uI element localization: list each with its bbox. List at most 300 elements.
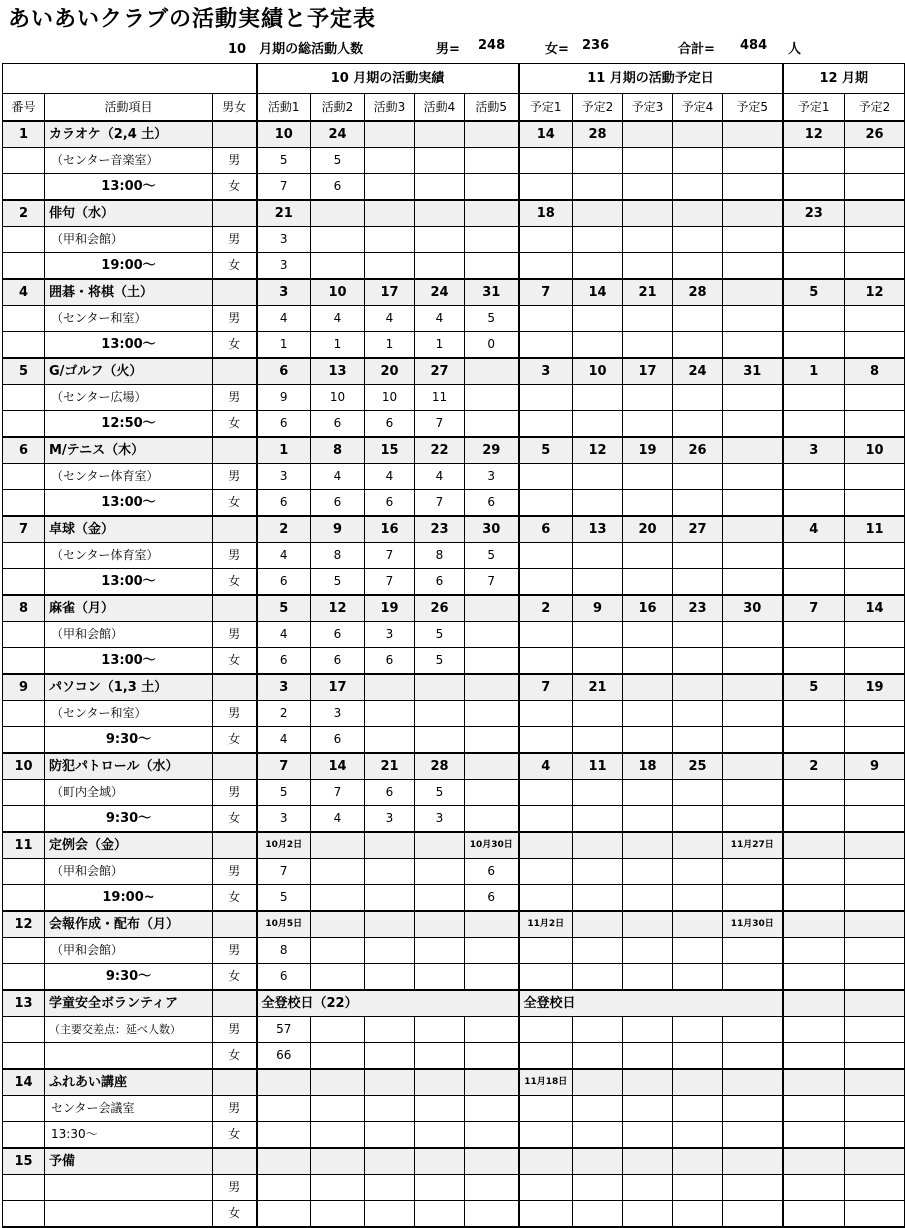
female-count-4 bbox=[415, 964, 465, 991]
female-count-1: 5 bbox=[257, 885, 311, 912]
nov-blank bbox=[519, 806, 573, 833]
oct-date-4 bbox=[415, 200, 465, 227]
male-count-1: 3 bbox=[257, 464, 311, 490]
male-count-2: 6 bbox=[311, 622, 365, 648]
dec-blank bbox=[845, 569, 905, 596]
nov-blank bbox=[573, 1096, 623, 1122]
nov-blank bbox=[623, 464, 673, 490]
row-number-blank bbox=[3, 174, 45, 201]
dec-blank bbox=[845, 806, 905, 833]
sex-female: 女 bbox=[213, 411, 257, 438]
nov-date-4 bbox=[673, 911, 723, 938]
male-count-4: 5 bbox=[415, 622, 465, 648]
male-count-5 bbox=[465, 227, 519, 253]
nov-blank bbox=[573, 227, 623, 253]
female-row bbox=[3, 411, 905, 438]
header-oct-group: 10 月期の活動実績 bbox=[257, 64, 519, 94]
activity-name: 予備 bbox=[45, 1148, 213, 1175]
col-header-dec-1: 予定1 bbox=[783, 94, 845, 122]
activity-time: 13:00～ bbox=[45, 490, 213, 517]
nov-blank bbox=[519, 253, 573, 280]
nov-blank bbox=[673, 1201, 723, 1228]
male-row bbox=[3, 1175, 905, 1201]
nov-blank bbox=[723, 964, 783, 991]
sex-female: 女 bbox=[213, 806, 257, 833]
nov-blank bbox=[623, 780, 673, 806]
row-number-blank bbox=[3, 464, 45, 490]
oct-blank bbox=[415, 1122, 465, 1149]
male-count-2: 4 bbox=[311, 306, 365, 332]
nov-date-3: 21 bbox=[623, 279, 673, 306]
col-header-sex: 男女 bbox=[213, 94, 257, 122]
oct-date-2: 13 bbox=[311, 358, 365, 385]
col-header-nov-5: 予定5 bbox=[723, 94, 783, 122]
female-count-4: 7 bbox=[415, 411, 465, 438]
male-count-1: 3 bbox=[257, 227, 311, 253]
male-count-2: 5 bbox=[311, 148, 365, 174]
summary-female-label: 女= bbox=[545, 42, 569, 57]
dec-blank bbox=[783, 1122, 845, 1149]
nov-blank bbox=[723, 464, 783, 490]
col-header-nov-2: 予定2 bbox=[573, 94, 623, 122]
female-count-5 bbox=[465, 806, 519, 833]
row-number: 7 bbox=[3, 516, 45, 543]
nov-blank bbox=[623, 964, 673, 991]
sex-male: 男 bbox=[213, 622, 257, 648]
nov-blank bbox=[673, 1175, 723, 1201]
nov-blank bbox=[623, 806, 673, 833]
activity-row bbox=[3, 595, 905, 622]
nov-date-3 bbox=[623, 121, 673, 148]
female-row bbox=[3, 490, 905, 517]
nov-blank bbox=[723, 1017, 783, 1043]
sex-blank bbox=[213, 437, 257, 464]
activity-row bbox=[3, 437, 905, 464]
activity-location: （町内全域） bbox=[45, 780, 213, 806]
oct-date-5 bbox=[465, 595, 519, 622]
nov-blank bbox=[723, 1043, 783, 1070]
female-count-1: 6 bbox=[257, 569, 311, 596]
nov-blank bbox=[573, 727, 623, 754]
oct-date-3: 17 bbox=[365, 279, 415, 306]
nov-blank bbox=[623, 253, 673, 280]
dec-date-1: 4 bbox=[783, 516, 845, 543]
nov-blank bbox=[519, 227, 573, 253]
male-row bbox=[3, 306, 905, 332]
nov-blank bbox=[623, 1122, 673, 1149]
female-count-5 bbox=[465, 253, 519, 280]
nov-blank bbox=[623, 543, 673, 569]
dec-blank bbox=[845, 148, 905, 174]
nov-date-5 bbox=[723, 753, 783, 780]
male-count-5: 6 bbox=[465, 859, 519, 885]
oct-date-5: 31 bbox=[465, 279, 519, 306]
activity-time: 19:00~ bbox=[45, 885, 213, 912]
col-header-no: 番号 bbox=[3, 94, 45, 122]
oct-date-2: 12 bbox=[311, 595, 365, 622]
nov-blank bbox=[519, 859, 573, 885]
dec-blank bbox=[845, 1175, 905, 1201]
male-count-4 bbox=[415, 701, 465, 727]
nov-blank bbox=[519, 1017, 573, 1043]
header-dec-group: 12 月期 bbox=[783, 64, 905, 94]
sex-male: 男 bbox=[213, 227, 257, 253]
activity-name: 卓球（金） bbox=[45, 516, 213, 543]
dec-blank bbox=[783, 938, 845, 964]
oct-blank bbox=[365, 1122, 415, 1149]
oct-blank bbox=[311, 1043, 365, 1070]
oct-date-3: 16 bbox=[365, 516, 415, 543]
oct-blank bbox=[465, 1017, 519, 1043]
col-header-oct-2: 活動2 bbox=[311, 94, 365, 122]
nov-blank bbox=[723, 227, 783, 253]
col-header-oct-3: 活動3 bbox=[365, 94, 415, 122]
male-count-4: 11 bbox=[415, 385, 465, 411]
male-count-5 bbox=[465, 938, 519, 964]
nov-blank bbox=[519, 938, 573, 964]
nov-blank bbox=[519, 332, 573, 359]
nov-blank bbox=[723, 622, 783, 648]
oct-blank bbox=[365, 1043, 415, 1070]
activity-row bbox=[3, 1148, 905, 1175]
nov-blank bbox=[573, 648, 623, 675]
dec-blank bbox=[845, 490, 905, 517]
nov-blank bbox=[673, 490, 723, 517]
male-count-2: 7 bbox=[311, 780, 365, 806]
sex-male: 男 bbox=[213, 385, 257, 411]
sex-blank bbox=[213, 1069, 257, 1096]
dec-blank bbox=[783, 1043, 845, 1070]
nov-blank bbox=[673, 543, 723, 569]
nov-blank bbox=[519, 1148, 573, 1175]
male-count-5 bbox=[465, 622, 519, 648]
female-count-1: 6 bbox=[257, 490, 311, 517]
nov-date-4: 26 bbox=[673, 437, 723, 464]
female-count-4 bbox=[415, 885, 465, 912]
male-count-3: 7 bbox=[365, 543, 415, 569]
col-header-oct-5: 活動5 bbox=[465, 94, 519, 122]
dec-blank bbox=[845, 411, 905, 438]
male-count-1: 7 bbox=[257, 859, 311, 885]
oct-blank bbox=[311, 1096, 365, 1122]
row-number: 4 bbox=[3, 279, 45, 306]
dec-blank bbox=[783, 1148, 845, 1175]
female-count-1: 3 bbox=[257, 253, 311, 280]
oct-date-4 bbox=[415, 121, 465, 148]
female-count-2 bbox=[311, 964, 365, 991]
female-row bbox=[3, 174, 905, 201]
activity-name: 防犯パトロール（水） bbox=[45, 753, 213, 780]
nov-date-5 bbox=[723, 674, 783, 701]
row-number-blank bbox=[3, 569, 45, 596]
male-count-5 bbox=[465, 148, 519, 174]
oct-date-3 bbox=[365, 200, 415, 227]
activity-blank bbox=[45, 1201, 213, 1228]
dec-date-1: 5 bbox=[783, 279, 845, 306]
col-header-dec-2: 予定2 bbox=[845, 94, 905, 122]
nov-blank bbox=[573, 543, 623, 569]
oct-blank bbox=[465, 1148, 519, 1175]
male-count-1: 9 bbox=[257, 385, 311, 411]
nov-blank bbox=[519, 411, 573, 438]
activity-name: 学童安全ボランティア bbox=[45, 990, 213, 1017]
nov-blank bbox=[519, 622, 573, 648]
female-count-3 bbox=[365, 964, 415, 991]
row-number-blank bbox=[3, 1175, 45, 1201]
sex-male: 男 bbox=[213, 938, 257, 964]
nov-date-3: 19 bbox=[623, 437, 673, 464]
nov-blank bbox=[623, 227, 673, 253]
oct-date-5 bbox=[465, 121, 519, 148]
female-row bbox=[3, 332, 905, 359]
nov-date-1: 11月2日 bbox=[519, 911, 573, 938]
activity-name: 定例会（金） bbox=[45, 832, 213, 859]
nov-date-4: 27 bbox=[673, 516, 723, 543]
row-number: 14 bbox=[3, 1069, 45, 1096]
dec-blank bbox=[845, 385, 905, 411]
oct-date-1: 3 bbox=[257, 279, 311, 306]
male-count-2 bbox=[311, 938, 365, 964]
activity-time: 13:00～ bbox=[45, 648, 213, 675]
nov-blank bbox=[623, 1069, 673, 1096]
dec-date-2 bbox=[845, 911, 905, 938]
oct-date-3: 21 bbox=[365, 753, 415, 780]
dec-date-1: 12 bbox=[783, 121, 845, 148]
dec-blank bbox=[783, 227, 845, 253]
col-header-nov-4: 予定4 bbox=[673, 94, 723, 122]
row-number-blank bbox=[3, 648, 45, 675]
nov-blank bbox=[573, 569, 623, 596]
female-count-1: 4 bbox=[257, 727, 311, 754]
nov-blank bbox=[673, 306, 723, 332]
oct-blank bbox=[415, 1069, 465, 1096]
female-row bbox=[3, 1043, 905, 1070]
oct-date-2 bbox=[311, 911, 365, 938]
sex-male: 男 bbox=[213, 859, 257, 885]
male-count-4 bbox=[415, 859, 465, 885]
nov-date-5: 30 bbox=[723, 595, 783, 622]
male-count-3: 6 bbox=[365, 780, 415, 806]
row-number: 8 bbox=[3, 595, 45, 622]
nov-blank bbox=[623, 622, 673, 648]
nov-blank bbox=[573, 1069, 623, 1096]
nov-date-4 bbox=[673, 200, 723, 227]
nov-date-1: 3 bbox=[519, 358, 573, 385]
nov-date-1: 18 bbox=[519, 200, 573, 227]
oct-blank bbox=[415, 1148, 465, 1175]
row-number: 2 bbox=[3, 200, 45, 227]
row-number-blank bbox=[3, 1017, 45, 1043]
nov-blank bbox=[519, 464, 573, 490]
row-number-blank bbox=[3, 1096, 45, 1122]
sex-male: 男 bbox=[213, 148, 257, 174]
nov-date-3: 20 bbox=[623, 516, 673, 543]
oct-blank bbox=[311, 1122, 365, 1149]
row-number-blank bbox=[3, 490, 45, 517]
nov-blank bbox=[573, 1201, 623, 1228]
nov-date-2: 28 bbox=[573, 121, 623, 148]
oct-date-3 bbox=[365, 911, 415, 938]
activity-row bbox=[3, 832, 905, 859]
header-group-row bbox=[3, 64, 905, 94]
sex-blank bbox=[213, 595, 257, 622]
sex-male: 男 bbox=[213, 1017, 257, 1043]
row-number-blank bbox=[3, 1201, 45, 1228]
oct-blank bbox=[365, 1175, 415, 1201]
female-count-5 bbox=[465, 964, 519, 991]
nov-blank bbox=[723, 938, 783, 964]
oct-blank bbox=[365, 1069, 415, 1096]
nov-blank bbox=[573, 938, 623, 964]
female-count-4: 3 bbox=[415, 806, 465, 833]
oct-date-1: 6 bbox=[257, 358, 311, 385]
male-count-5: 5 bbox=[465, 306, 519, 332]
nov-blank bbox=[519, 885, 573, 912]
summary-period-label: 10 月期の総活動人数 bbox=[228, 42, 364, 57]
female-count-1: 7 bbox=[257, 174, 311, 201]
oct-date-2 bbox=[311, 832, 365, 859]
header-column-row bbox=[3, 94, 905, 122]
oct-date-1: 1 bbox=[257, 437, 311, 464]
dec-blank bbox=[845, 1122, 905, 1149]
dec-date-1 bbox=[783, 832, 845, 859]
row-number: 13 bbox=[3, 990, 45, 1017]
nov-date-5: 11月30日 bbox=[723, 911, 783, 938]
nov-blank bbox=[573, 701, 623, 727]
nov-blank bbox=[673, 1096, 723, 1122]
dec-blank bbox=[783, 885, 845, 912]
nov-date-2: 12 bbox=[573, 437, 623, 464]
oct-blank bbox=[415, 1043, 465, 1070]
sex-male: 男 bbox=[213, 543, 257, 569]
dec-blank bbox=[845, 1096, 905, 1122]
nov-blank bbox=[673, 332, 723, 359]
nov-blank bbox=[673, 227, 723, 253]
female-count-3: 7 bbox=[365, 569, 415, 596]
nov-blank bbox=[723, 1148, 783, 1175]
male-count-2: 10 bbox=[311, 385, 365, 411]
oct-date-3 bbox=[365, 121, 415, 148]
dec-blank bbox=[783, 1069, 845, 1096]
sex-male: 男 bbox=[213, 306, 257, 332]
nov-blank bbox=[673, 1069, 723, 1096]
dec-blank bbox=[845, 1043, 905, 1070]
sex-blank bbox=[213, 516, 257, 543]
nov-blank bbox=[723, 701, 783, 727]
nov-blank bbox=[673, 385, 723, 411]
nov-date-3 bbox=[623, 200, 673, 227]
oct-blank bbox=[465, 1043, 519, 1070]
nov-date-4: 23 bbox=[673, 595, 723, 622]
female-count-3: 6 bbox=[365, 648, 415, 675]
nov-blank bbox=[673, 859, 723, 885]
nov-blank bbox=[519, 727, 573, 754]
female-count-3: 3 bbox=[365, 806, 415, 833]
oct-date-4: 24 bbox=[415, 279, 465, 306]
oct-date-2: 8 bbox=[311, 437, 365, 464]
sex-female: 女 bbox=[213, 648, 257, 675]
dec-blank bbox=[783, 306, 845, 332]
male-count-2: 8 bbox=[311, 543, 365, 569]
oct-blank bbox=[311, 1069, 365, 1096]
nov-date-1: 4 bbox=[519, 753, 573, 780]
nov-date-3: 18 bbox=[623, 753, 673, 780]
male-count-3 bbox=[365, 148, 415, 174]
female-count-5 bbox=[465, 727, 519, 754]
male-count-4 bbox=[415, 938, 465, 964]
nov-blank bbox=[519, 964, 573, 991]
oct-date-2: 14 bbox=[311, 753, 365, 780]
oct-date-2: 10 bbox=[311, 279, 365, 306]
nov-blank bbox=[673, 964, 723, 991]
nov-blank bbox=[723, 385, 783, 411]
oct-date-2: 24 bbox=[311, 121, 365, 148]
dec-date-1: 5 bbox=[783, 674, 845, 701]
dec-blank bbox=[783, 1096, 845, 1122]
oct-blank bbox=[311, 1148, 365, 1175]
male-count-4: 4 bbox=[415, 464, 465, 490]
nov-blank bbox=[573, 1122, 623, 1149]
activity-location: （センター体育室） bbox=[45, 543, 213, 569]
nov-date-2 bbox=[573, 911, 623, 938]
sex-female: 女 bbox=[213, 1201, 257, 1228]
nov-blank bbox=[723, 859, 783, 885]
oct-blank bbox=[465, 1122, 519, 1149]
nov-blank bbox=[723, 253, 783, 280]
oct-date-2: 9 bbox=[311, 516, 365, 543]
oct-date-1: 2 bbox=[257, 516, 311, 543]
female-count-4 bbox=[415, 253, 465, 280]
header-nov-group: 11 月期の活動予定日 bbox=[519, 64, 783, 94]
activity-row bbox=[3, 516, 905, 543]
dec-date-2: 8 bbox=[845, 358, 905, 385]
sex-blank bbox=[213, 911, 257, 938]
sex-blank bbox=[213, 200, 257, 227]
row-number-blank bbox=[3, 411, 45, 438]
dec-blank bbox=[783, 859, 845, 885]
female-count-3 bbox=[365, 253, 415, 280]
row-number-blank bbox=[3, 938, 45, 964]
summary-unit: 人 bbox=[788, 42, 802, 57]
male-count-3 bbox=[365, 938, 415, 964]
sex-female: 女 bbox=[213, 253, 257, 280]
dec-blank bbox=[783, 964, 845, 991]
nov-blank bbox=[573, 885, 623, 912]
nov-blank bbox=[573, 859, 623, 885]
dec-date-1 bbox=[783, 911, 845, 938]
sex-female: 女 bbox=[213, 1043, 257, 1070]
sex-female: 女 bbox=[213, 490, 257, 517]
nov-blank bbox=[573, 253, 623, 280]
female-count-2: 1 bbox=[311, 332, 365, 359]
nov-date-3 bbox=[623, 674, 673, 701]
activity-location: （甲和会館） bbox=[45, 622, 213, 648]
nov-blank bbox=[623, 1096, 673, 1122]
nov-blank bbox=[519, 174, 573, 201]
nov-blank bbox=[623, 385, 673, 411]
sex-blank bbox=[213, 121, 257, 148]
dec-blank bbox=[845, 727, 905, 754]
page-title: あいあいクラブの活動実績と予定表 bbox=[8, 7, 377, 32]
activity-row bbox=[3, 358, 905, 385]
activity-time: 13:00～ bbox=[45, 569, 213, 596]
activity-location: （センター音楽室） bbox=[45, 148, 213, 174]
female-count-3: 6 bbox=[365, 411, 415, 438]
dec-date-2 bbox=[845, 200, 905, 227]
activity-time: 13:00～ bbox=[45, 332, 213, 359]
activity-row bbox=[3, 121, 905, 148]
nov-blank bbox=[723, 648, 783, 675]
